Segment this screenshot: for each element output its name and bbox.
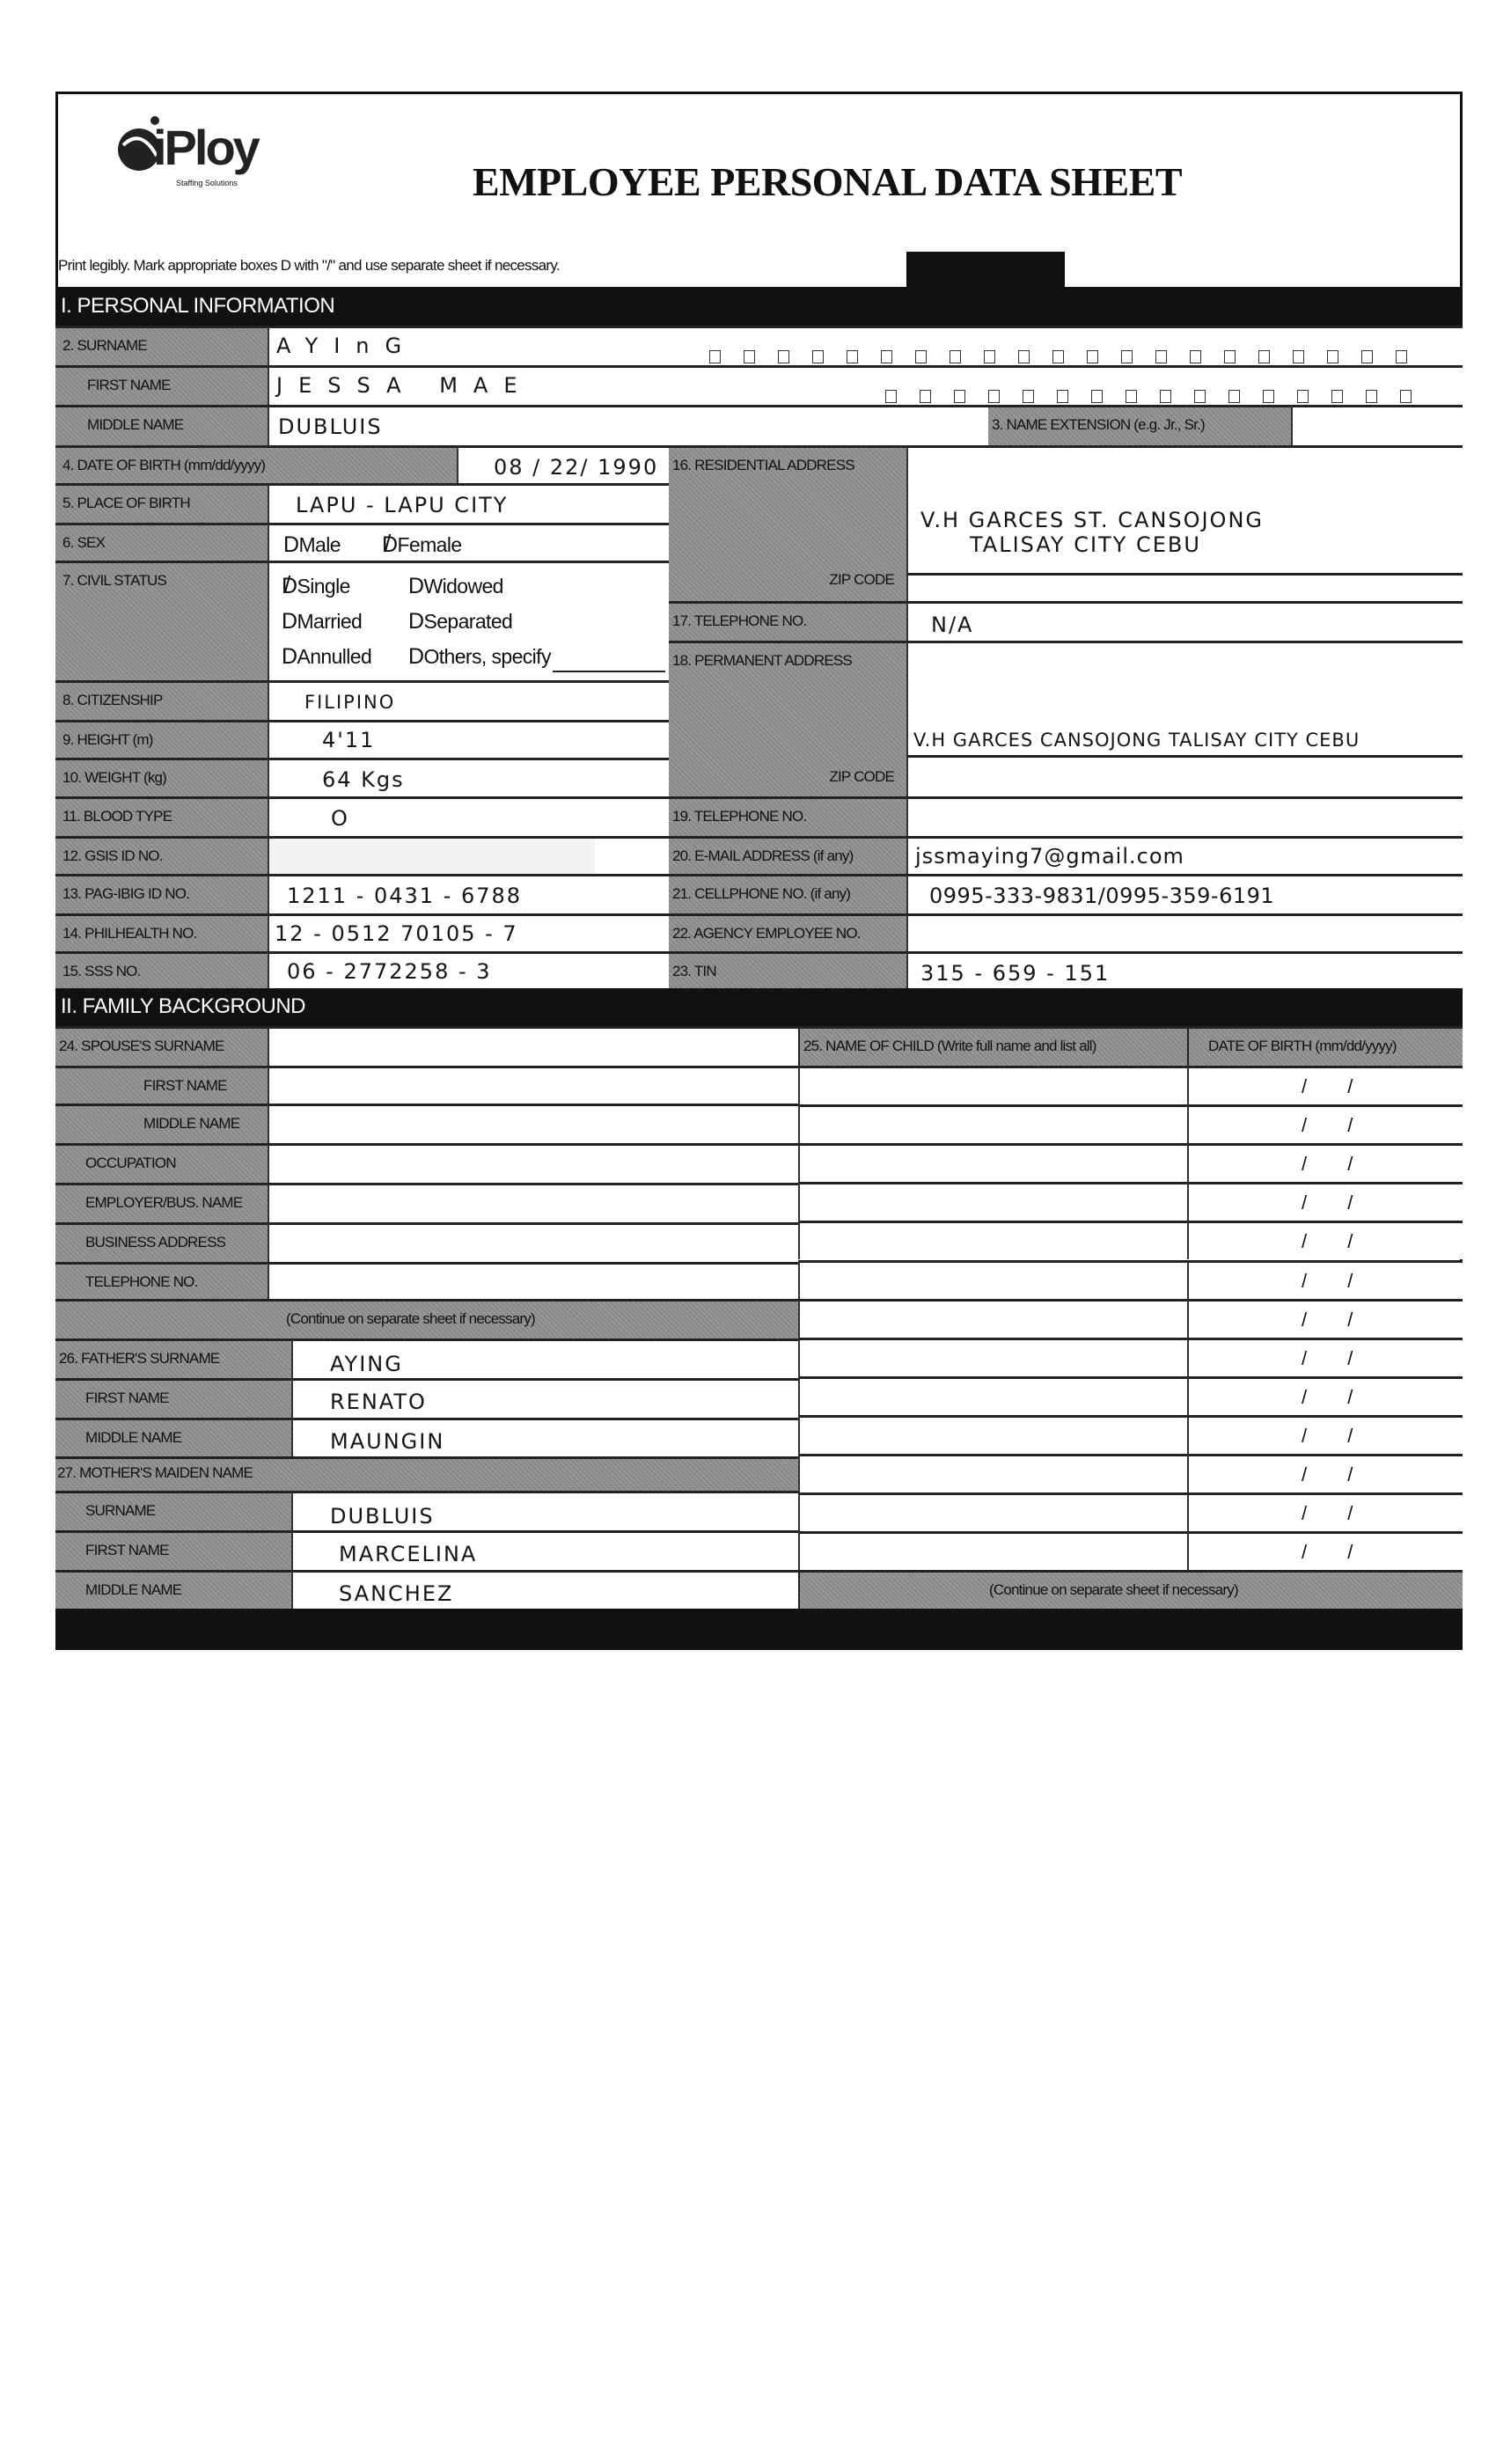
dob-slashes: / / — [1302, 1463, 1353, 1485]
civil-option-others[interactable] — [408, 644, 551, 670]
tin-value: 315 - 659 - 151 — [920, 961, 1111, 986]
child-name-field[interactable] — [798, 1143, 1187, 1182]
checkbox[interactable]: D — [408, 609, 424, 634]
cellphone-label: 21. CELLPHONE NO. (if any) — [669, 874, 906, 913]
father-first-name-label: FIRST NAME — [55, 1378, 291, 1418]
child-dob-field[interactable] — [1187, 1415, 1463, 1454]
mother-first-name-label: FIRST NAME — [55, 1530, 291, 1570]
sss-field[interactable] — [268, 951, 669, 988]
surname-field[interactable] — [268, 326, 1463, 365]
spouse-surname-label: 24. SPOUSE'S SURNAME — [55, 1026, 268, 1066]
height-field[interactable] — [268, 720, 669, 758]
letter-boxes — [709, 348, 1430, 363]
sex-field — [268, 523, 669, 561]
logo-text: iPloy — [153, 120, 258, 175]
sss-label: 15. SSS NO. — [55, 951, 268, 988]
option-label: Annulled — [297, 645, 372, 668]
dob-label: 4. DATE OF BIRTH (mm/dd/yyyy) — [55, 445, 457, 483]
employer-label: EMPLOYER/BUS. NAME — [55, 1183, 268, 1222]
cellphone-field[interactable] — [906, 874, 1463, 913]
child-name-field[interactable] — [798, 1299, 1187, 1338]
blood-type-label: 11. BLOOD TYPE — [55, 796, 268, 836]
child-name-field[interactable] — [798, 1492, 1187, 1531]
dob-slashes: / / — [1302, 1425, 1353, 1447]
checkbox[interactable]: D — [408, 574, 424, 598]
pagibig-value: 1211 - 0431 - 6788 — [287, 884, 523, 908]
child-dob-field[interactable] — [1187, 1376, 1463, 1415]
dob-slashes: / / — [1302, 1270, 1353, 1292]
middle-name-label: MIDDLE NAME — [55, 405, 268, 445]
dob-slashes: / / — [1302, 1502, 1353, 1524]
child-name-field[interactable] — [798, 1531, 1187, 1570]
spouse-telephone-label: TELEPHONE NO. — [55, 1262, 268, 1299]
mother-surname-value: DUBLUIS — [330, 1504, 435, 1529]
weight-value: 64 Kgs — [322, 767, 405, 792]
mother-surname-field[interactable] — [291, 1491, 798, 1530]
sss-value: 06 - 2772258 - 3 — [287, 959, 492, 984]
spouse-surname-field[interactable] — [268, 1026, 798, 1066]
mother-surname-label: SURNAME — [55, 1491, 291, 1530]
residential-address-line1: V.H GARCES ST. CANSOJONG — [920, 508, 1264, 532]
telephone-19-field[interactable] — [906, 796, 1463, 836]
child-dob-field[interactable] — [1187, 1182, 1463, 1221]
continue-note-right: (Continue on separate sheet if necessary) — [798, 1570, 1463, 1609]
first-name-label: FIRST NAME — [55, 365, 268, 405]
mother-first-name-field[interactable] — [291, 1530, 798, 1570]
civil-option-single[interactable] — [282, 574, 350, 599]
option-label: Male — [298, 533, 341, 556]
civil-option-widowed[interactable] — [408, 574, 503, 599]
name-extension-field[interactable] — [1291, 405, 1463, 445]
section-header-personal: I. PERSONAL INFORMATION — [55, 287, 1463, 326]
child-name-field[interactable] — [798, 1338, 1187, 1376]
telephone-17-field[interactable] — [906, 601, 1463, 641]
checkbox-checked[interactable]: D / — [382, 532, 397, 557]
dob-slashes: / / — [1302, 1309, 1353, 1331]
father-surname-value: AYING — [330, 1352, 403, 1376]
spouse-telephone-field[interactable] — [268, 1262, 798, 1299]
surname-value: AYInG — [276, 334, 418, 358]
checkbox[interactable]: D — [282, 609, 297, 634]
option-label: Separated — [423, 610, 513, 633]
telephone-19-label: 19. TELEPHONE NO. — [669, 796, 906, 836]
child-dob-field[interactable] — [1187, 1221, 1463, 1259]
first-name-value: JESSA MAE — [276, 373, 533, 398]
child-name-field[interactable] — [798, 1221, 1187, 1259]
agency-employee-no-label: 22. AGENCY EMPLOYEE NO. — [669, 913, 906, 951]
email-value: jssmaying7@gmail.com — [915, 844, 1184, 869]
zip-code-label: ZIP CODE — [829, 768, 894, 785]
checkbox[interactable]: D — [408, 644, 424, 669]
dob-slashes: / / — [1302, 1114, 1353, 1136]
child-name-field[interactable] — [798, 1104, 1187, 1143]
checkbox[interactable]: D — [282, 644, 297, 669]
citizenship-label: 8. CITIZENSHIP — [55, 680, 268, 720]
dob-field[interactable] — [457, 445, 669, 483]
spouse-first-name-field[interactable] — [268, 1066, 798, 1104]
child-name-field[interactable] — [798, 1454, 1187, 1492]
height-label: 9. HEIGHT (m) — [55, 720, 268, 758]
civil-option-separated[interactable] — [408, 609, 512, 634]
child-dob-header: DATE OF BIRTH (mm/dd/yyyy) — [1187, 1026, 1463, 1066]
gsis-label: 12. GSIS ID NO. — [55, 836, 268, 874]
father-middle-name-field[interactable] — [291, 1418, 798, 1456]
logo-tagline: Staffing Solutions — [176, 179, 238, 187]
middle-name-field[interactable] — [268, 405, 988, 445]
dob-slashes: / / — [1302, 1192, 1353, 1214]
pob-label: 5. PLACE OF BIRTH — [55, 483, 268, 523]
business-address-label: BUSINESS ADDRESS — [55, 1222, 268, 1262]
permanent-address-label-text: 18. PERMANENT ADDRESS — [672, 652, 852, 669]
option-label: Female — [397, 533, 462, 556]
others-specify-line[interactable] — [553, 671, 665, 672]
continue-note-left: (Continue on separate sheet if necessary) — [55, 1299, 798, 1338]
mother-maiden-name-label: 27. MOTHER'S MAIDEN NAME — [55, 1456, 798, 1491]
instructions: Print legibly. Mark appropriate boxes D with "/" and use separate sheet if necessary. — [58, 257, 560, 274]
child-name-field[interactable] — [798, 1182, 1187, 1221]
residential-address-field[interactable] — [906, 445, 1463, 573]
weight-field[interactable] — [268, 758, 669, 796]
child-name-field[interactable] — [798, 1066, 1187, 1104]
philhealth-label: 14. PHILHEALTH NO. — [55, 913, 268, 951]
child-dob-field[interactable] — [1187, 1454, 1463, 1492]
page-title: EMPLOYEE PERSONAL DATA SHEET — [472, 159, 1183, 204]
pagibig-label: 13. PAG-IBIG ID NO. — [55, 874, 268, 913]
letter-boxes — [885, 387, 1434, 403]
middle-name-value: DUBLUIS — [278, 414, 383, 439]
telephone-17-value: N/A — [931, 612, 974, 637]
spouse-middle-name-label: MIDDLE NAME — [55, 1104, 268, 1143]
business-address-field[interactable] — [268, 1222, 798, 1262]
civil-option-married[interactable] — [282, 609, 362, 634]
father-middle-name-value: MAUNGIN — [330, 1429, 445, 1454]
blood-type-value: O — [331, 806, 349, 831]
child-dob-field[interactable] — [1187, 1104, 1463, 1143]
father-first-name-field[interactable] — [291, 1378, 798, 1418]
residential-address-label-text: 16. RESIDENTIAL ADDRESS — [672, 457, 854, 473]
philhealth-field[interactable] — [268, 913, 669, 951]
child-dob-field[interactable] — [1187, 1066, 1463, 1104]
child-dob-field[interactable] — [1187, 1531, 1463, 1570]
option-label: Widowed — [423, 575, 503, 598]
occupation-label: OCCUPATION — [55, 1143, 268, 1183]
father-surname-field[interactable] — [291, 1338, 798, 1378]
dob-slashes: / / — [1302, 1386, 1353, 1408]
tin-label: 23. TIN — [669, 951, 906, 988]
citizenship-value: FILIPINO — [304, 692, 396, 713]
zip-code-label: ZIP CODE — [829, 571, 894, 588]
option-label: Married — [297, 610, 363, 633]
permanent-address-value: V.H GARCES CANSOJONG TALISAY CITY CEBU — [913, 730, 1360, 751]
permanent-zip-field[interactable] — [906, 755, 1463, 796]
weight-label: 10. WEIGHT (kg) — [55, 758, 268, 796]
philhealth-value: 12 - 0512 70105 - 7 — [275, 921, 518, 946]
child-name-field[interactable] — [798, 1415, 1187, 1454]
whiteout-patch — [269, 839, 595, 874]
dob-slashes: / / — [1302, 1541, 1353, 1563]
cellphone-value: 0995-333-9831/0995-359-6191 — [929, 884, 1275, 908]
email-label: 20. E-MAIL ADDRESS (if any) — [669, 836, 906, 874]
residential-address-line2: TALISAY CITY CEBU — [970, 532, 1201, 557]
section-header-family: II. FAMILY BACKGROUND — [55, 988, 1463, 1026]
residential-zip-field[interactable] — [906, 573, 1463, 601]
pob-value: LAPU - LAPU CITY — [296, 493, 509, 517]
civil-option-annulled[interactable] — [282, 644, 371, 670]
occupation-field[interactable] — [268, 1143, 798, 1183]
mother-middle-name-field[interactable] — [291, 1570, 798, 1609]
residential-address-label — [669, 445, 906, 601]
citizenship-field[interactable] — [268, 680, 669, 720]
child-name-field[interactable] — [798, 1376, 1187, 1415]
telephone-17-label: 17. TELEPHONE NO. — [669, 601, 906, 641]
mother-middle-name-value: SANCHEZ — [339, 1581, 454, 1606]
employer-field[interactable] — [268, 1183, 798, 1222]
checkbox-checked[interactable]: D / — [282, 574, 297, 598]
child-dob-field[interactable] — [1187, 1143, 1463, 1182]
permanent-address-field[interactable] — [906, 641, 1463, 755]
blood-type-field[interactable] — [268, 796, 669, 836]
gsis-field[interactable] — [268, 836, 669, 874]
dob-slashes: / / — [1302, 1075, 1353, 1097]
child-dob-field[interactable] — [1187, 1338, 1463, 1376]
footer-band — [55, 1609, 1463, 1650]
first-name-field[interactable] — [268, 365, 1463, 405]
mother-first-name-value: MARCELINA — [339, 1542, 478, 1566]
dob-slashes: / / — [1302, 1347, 1353, 1369]
height-value: 4'11 — [322, 728, 376, 752]
civil-status-field — [268, 561, 669, 680]
mother-middle-name-label: MIDDLE NAME — [55, 1570, 291, 1609]
pob-field[interactable] — [268, 483, 669, 523]
spouse-first-name-label: FIRST NAME — [55, 1066, 268, 1104]
surname-label: 2. SURNAME — [55, 326, 268, 365]
father-middle-name-label: MIDDLE NAME — [55, 1418, 291, 1456]
permanent-address-label — [669, 641, 906, 796]
dob-slashes: / / — [1302, 1153, 1353, 1175]
dob-value: 08 / 22/ 1990 — [494, 455, 659, 480]
father-first-name-value: RENATO — [330, 1390, 427, 1414]
spouse-middle-name-field[interactable] — [268, 1104, 798, 1143]
tin-field[interactable] — [906, 951, 1463, 988]
child-dob-field[interactable] — [1187, 1299, 1463, 1338]
child-dob-field[interactable] — [1187, 1260, 1463, 1299]
child-name-header: 25. NAME OF CHILD (Write full name and list all) — [798, 1026, 1187, 1066]
agency-employee-no-field[interactable] — [906, 913, 1463, 951]
dob-slashes: / / — [1302, 1230, 1353, 1252]
child-dob-field[interactable] — [1187, 1492, 1463, 1531]
pagibig-field[interactable] — [268, 874, 669, 913]
option-label: Others, specify — [423, 645, 551, 668]
email-field[interactable] — [906, 836, 1463, 874]
option-label: Single — [297, 575, 350, 598]
father-surname-label: 26. FATHER'S SURNAME — [55, 1338, 291, 1378]
sex-label: 6. SEX — [55, 523, 268, 561]
name-extension-label: 3. NAME EXTENSION (e.g. Jr., Sr.) — [988, 405, 1291, 445]
sex-option-male[interactable] — [283, 532, 341, 558]
sex-option-female[interactable] — [382, 532, 462, 558]
civil-status-label: 7. CIVIL STATUS — [55, 561, 268, 680]
child-name-field[interactable] — [798, 1260, 1187, 1299]
checkbox[interactable]: D — [283, 532, 299, 557]
